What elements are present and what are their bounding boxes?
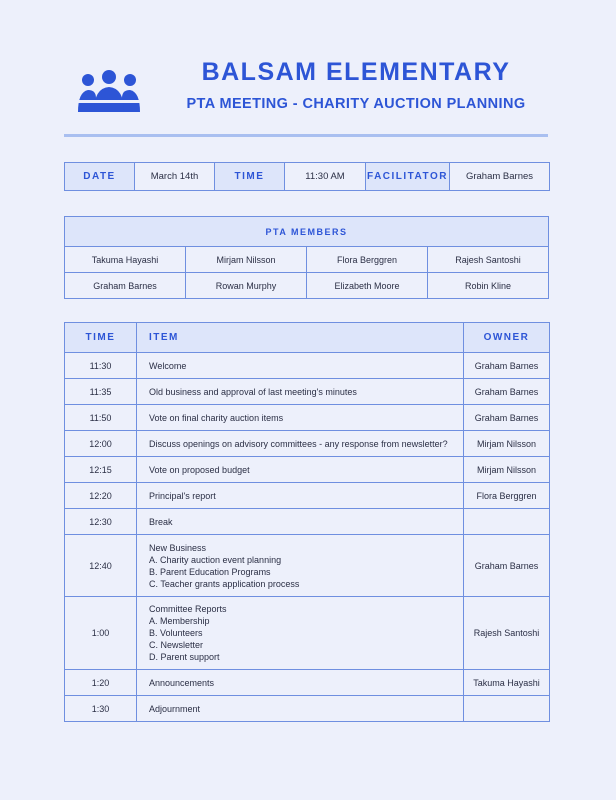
facilitator-value: Graham Barnes — [450, 163, 550, 191]
agenda-item — [137, 457, 464, 483]
members-table — [64, 216, 549, 299]
document-header — [64, 58, 548, 120]
agenda-time: 12:00 — [65, 431, 137, 457]
agenda-row — [65, 696, 550, 722]
agenda-time: 12:30 — [65, 509, 137, 535]
agenda-item — [137, 509, 464, 535]
members-heading: PTA MEMBERS — [65, 217, 549, 247]
agenda-owner: Mirjam Nilsson — [464, 431, 550, 457]
agenda-item-line: B. Parent Education Programs — [149, 566, 271, 577]
agenda-row — [65, 379, 550, 405]
agenda-item-line: New Business — [149, 542, 207, 553]
agenda-time: 12:40 — [65, 535, 137, 597]
date-value: March 14th — [135, 163, 215, 191]
agenda-row — [65, 597, 550, 670]
agenda-item — [137, 379, 464, 405]
agenda-item-line: Discuss openings on advisory committees - any response from newsletter? — [149, 438, 448, 449]
agenda-item — [137, 535, 464, 597]
agenda-item — [137, 597, 464, 670]
meeting-info-table — [64, 162, 550, 191]
time-value: 11:30 AM — [285, 163, 366, 191]
agenda-item — [137, 483, 464, 509]
agenda-item — [137, 353, 464, 379]
agenda-item-line: Welcome — [149, 360, 187, 371]
agenda-owner: Takuma Hayashi — [464, 670, 550, 696]
agenda-time: 1:20 — [65, 670, 137, 696]
agenda-row — [65, 405, 550, 431]
agenda-time: 1:30 — [65, 696, 137, 722]
agenda-item-line: Committee Reports — [149, 604, 227, 614]
header-divider — [64, 134, 548, 137]
agenda-owner — [464, 509, 550, 535]
agenda-item — [137, 405, 464, 431]
agenda-time: 12:15 — [65, 457, 137, 483]
agenda-item — [137, 431, 464, 457]
agenda-item-line: Adjournment — [149, 703, 201, 714]
agenda-item-line: A. Charity auction event planning — [149, 554, 282, 565]
member-name: Flora Berggren — [307, 247, 428, 273]
agenda-owner — [464, 696, 550, 722]
agenda-owner-header: OWNER — [464, 323, 550, 353]
agenda-time-header: TIME — [65, 323, 137, 353]
facilitator-label: FACILITATOR — [366, 163, 450, 191]
agenda-item-line: Old business and approval of last meeting's minutes — [149, 386, 357, 397]
agenda-item-line: D. Parent support — [149, 652, 220, 662]
members-row — [65, 273, 549, 299]
agenda-owner: Graham Barnes — [464, 535, 550, 597]
agenda-owner: Graham Barnes — [464, 405, 550, 431]
time-label: TIME — [215, 163, 285, 191]
member-name: Takuma Hayashi — [65, 247, 186, 273]
member-name: Elizabeth Moore — [307, 273, 428, 299]
agenda-time: 11:50 — [65, 405, 137, 431]
meeting-subtitle: PTA MEETING - CHARITY AUCTION PLANNING — [186, 96, 526, 112]
agenda-row — [65, 535, 550, 597]
agenda-item-line: C. Newsletter — [149, 640, 204, 650]
agenda-owner: Rajesh Santoshi — [464, 597, 550, 670]
school-title: BALSAM ELEMENTARY — [201, 58, 511, 86]
date-label: DATE — [65, 163, 135, 191]
agenda-item-line: C. Teacher grants application process — [149, 578, 300, 589]
member-name: Rajesh Santoshi — [428, 247, 549, 273]
agenda-owner: Graham Barnes — [464, 379, 550, 405]
agenda-time: 11:30 — [65, 353, 137, 379]
agenda-owner: Graham Barnes — [464, 353, 550, 379]
member-name: Graham Barnes — [65, 273, 186, 299]
agenda-item-line: Break — [149, 516, 173, 527]
member-name: Rowan Murphy — [186, 273, 307, 299]
agenda-item — [137, 670, 464, 696]
agenda-owner: Mirjam Nilsson — [464, 457, 550, 483]
agenda-row — [65, 670, 550, 696]
agenda-row — [65, 509, 550, 535]
member-name: Mirjam Nilsson — [186, 247, 307, 273]
agenda-row — [65, 457, 550, 483]
agenda-item — [137, 696, 464, 722]
agenda-time: 12:20 — [65, 483, 137, 509]
agenda-body — [65, 353, 550, 722]
agenda-row — [65, 431, 550, 457]
agenda-table — [64, 322, 550, 722]
agenda-time: 11:35 — [65, 379, 137, 405]
members-row — [65, 247, 549, 273]
agenda-row — [65, 353, 550, 379]
agenda-owner: Flora Berggren — [464, 483, 550, 509]
agenda-item-line: Principal's report — [149, 490, 216, 501]
agenda-item-line: Vote on proposed budget — [149, 464, 250, 475]
agenda-item-line: Vote on final charity auction items — [149, 412, 284, 423]
agenda-item-line: A. Membership — [149, 616, 210, 626]
agenda-item-line: Announcements — [149, 677, 215, 688]
member-name: Robin Kline — [428, 273, 549, 299]
agenda-time: 1:00 — [65, 597, 137, 670]
agenda-item-header: ITEM — [137, 323, 464, 353]
agenda-item-line: B. Volunteers — [149, 628, 203, 638]
agenda-row — [65, 483, 550, 509]
group-icon — [78, 68, 140, 114]
